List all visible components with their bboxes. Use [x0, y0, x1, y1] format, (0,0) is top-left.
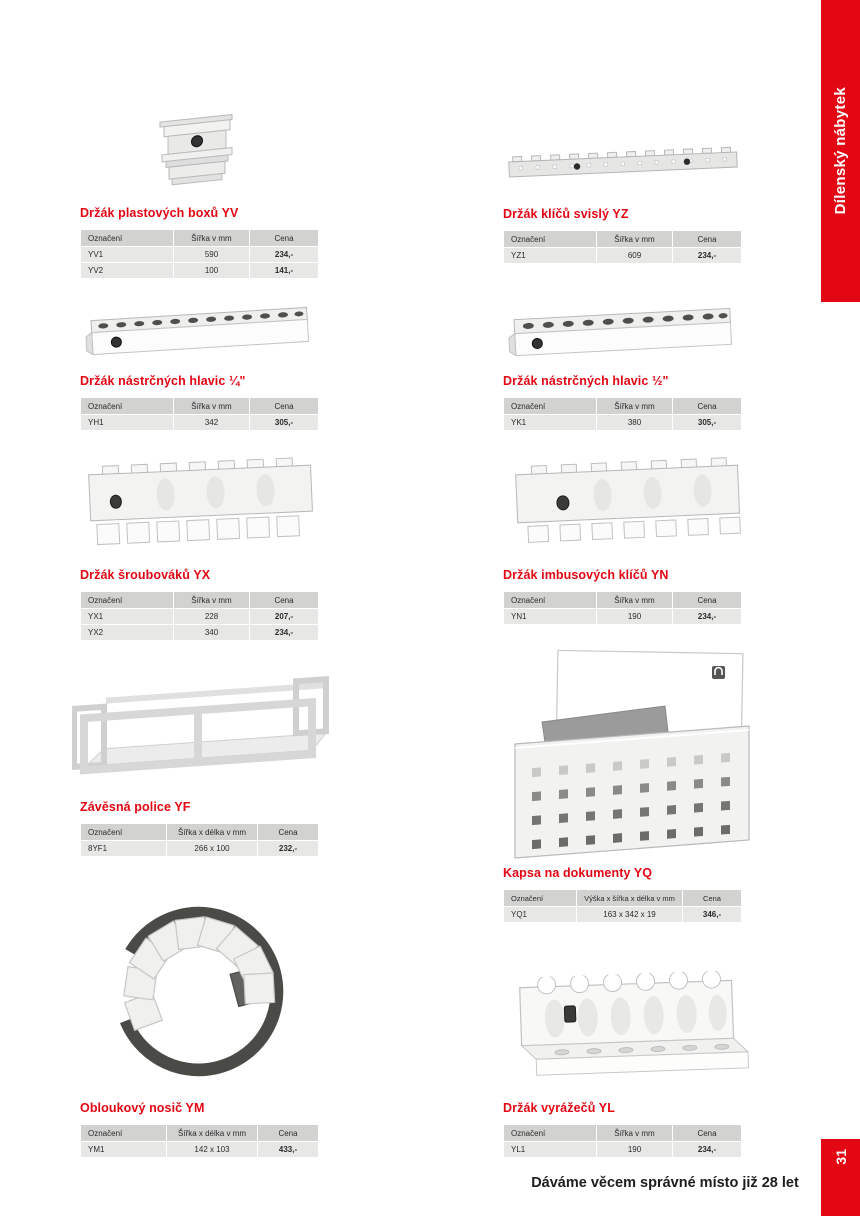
- col-header: Označení: [81, 230, 173, 246]
- col-header: Šířka v mm: [597, 231, 672, 247]
- cell-price: 234,-: [250, 625, 318, 640]
- cell-dim: 590: [174, 247, 249, 262]
- section-ym: [80, 880, 315, 1158]
- cell-code: YN1: [504, 609, 596, 624]
- col-header: Cena: [683, 890, 741, 906]
- cell-price: 141,-: [250, 263, 318, 278]
- product-table-yk: [503, 397, 742, 431]
- col-header: Šířka v mm: [174, 592, 249, 608]
- col-header: Cena: [673, 592, 741, 608]
- cell-price: 232,-: [258, 841, 318, 856]
- cell-price: 305,-: [250, 415, 318, 430]
- product-image-yq: [503, 640, 738, 866]
- product-image-yv: [80, 100, 315, 206]
- page-number: 31: [832, 1149, 849, 1165]
- cell-price: 234,-: [673, 248, 741, 263]
- product-table-yn: [503, 591, 742, 625]
- cell-code: 8YF1: [81, 841, 166, 856]
- section-yv: [80, 100, 315, 279]
- col-header: Označení: [81, 398, 173, 414]
- section-yq: [503, 640, 738, 923]
- product-title: Obloukový nosič YM: [80, 1101, 205, 1115]
- cell-dim: 100: [174, 263, 249, 278]
- product-table-yf: [80, 823, 319, 857]
- product-title: Držák nástrčných hlavic ¼": [80, 374, 246, 388]
- product-image-yz: [503, 120, 738, 207]
- cell-dim: 142 x 103: [167, 1142, 257, 1157]
- cell-code: YK1: [504, 415, 596, 430]
- product-image-yn: [503, 444, 738, 568]
- sidebar-category-label: Dílenský nábytek: [832, 87, 849, 215]
- cell-code: YQ1: [504, 907, 576, 922]
- sidebar-category-band: [821, 0, 860, 302]
- col-header: Cena: [673, 1125, 741, 1141]
- col-header: Cena: [258, 1125, 318, 1141]
- section-yf: [80, 655, 315, 857]
- document-pocket-illustration: [507, 644, 757, 862]
- product-title: Držák klíčů svislý YZ: [503, 207, 629, 221]
- section-yh: [80, 288, 315, 431]
- cell-code: YX1: [81, 609, 173, 624]
- screwdriver-holder-illustration: [76, 448, 326, 560]
- table-row: [504, 609, 741, 624]
- col-header: Označení: [504, 592, 596, 608]
- col-header: Označení: [81, 824, 166, 840]
- cell-price: 346,-: [683, 907, 741, 922]
- socket-holder-half-illustration: [503, 296, 743, 372]
- section-yk: [503, 288, 738, 431]
- col-header: Cena: [673, 398, 741, 414]
- product-table-yx: [80, 591, 319, 641]
- cell-dim: 190: [597, 1142, 672, 1157]
- product-title: Držák plastových boxů YV: [80, 206, 239, 220]
- cell-dim: 609: [597, 248, 672, 263]
- arc-carrier-illustration: [86, 888, 321, 1096]
- cell-code: YL1: [504, 1142, 596, 1157]
- col-header: Šířka v mm: [597, 398, 672, 414]
- product-table-yh: [80, 397, 319, 431]
- col-header: Výška x šířka x délka v mm: [577, 890, 682, 906]
- cell-price: 207,-: [250, 609, 318, 624]
- cell-price: 234,-: [673, 1142, 741, 1157]
- product-table-yl: [503, 1124, 742, 1158]
- section-yx: [80, 444, 315, 641]
- section-yz: [503, 120, 738, 264]
- table-row: [81, 609, 318, 624]
- product-title: Kapsa na dokumenty YQ: [503, 866, 653, 880]
- product-table-yz: [503, 230, 742, 264]
- col-header: Šířka x délka v mm: [167, 1125, 257, 1141]
- col-header: Označení: [504, 890, 576, 906]
- cell-price: 305,-: [673, 415, 741, 430]
- cell-code: YV2: [81, 263, 173, 278]
- col-header: Označení: [81, 1125, 166, 1141]
- hex-key-holder-illustration: [503, 448, 753, 560]
- cell-code: YH1: [81, 415, 173, 430]
- product-title: Držák imbusových klíčů YN: [503, 568, 669, 582]
- table-row: [504, 907, 741, 922]
- table-row: [504, 415, 741, 430]
- col-header: Cena: [258, 824, 318, 840]
- product-table-yq: [503, 889, 742, 923]
- footer-tagline: Dáváme věcem správné místo již 28 let: [531, 1175, 799, 1191]
- cell-dim: 340: [174, 625, 249, 640]
- product-title: Držák vyrážečů YL: [503, 1101, 615, 1115]
- col-header: Cena: [250, 230, 318, 246]
- product-title: Držák šroubováků YX: [80, 568, 211, 582]
- product-image-yk: [503, 288, 738, 374]
- cell-dim: 380: [597, 415, 672, 430]
- cell-dim: 266 x 100: [167, 841, 257, 856]
- key-rail-illustration: [503, 134, 743, 194]
- table-row: [81, 247, 318, 262]
- cell-code: YV1: [81, 247, 173, 262]
- col-header: Označení: [81, 592, 173, 608]
- section-yn: [503, 444, 738, 625]
- product-title: Závěsná police YF: [80, 800, 191, 814]
- product-title: Držák nástrčných hlavic ½": [503, 374, 669, 388]
- product-image-yl: [503, 940, 738, 1101]
- punch-holder-illustration: [503, 954, 753, 1096]
- cell-price: 433,-: [258, 1142, 318, 1157]
- col-header: Cena: [250, 592, 318, 608]
- col-header: Označení: [504, 398, 596, 414]
- col-header: Cena: [673, 231, 741, 247]
- cell-code: YM1: [81, 1142, 166, 1157]
- col-header: Označení: [504, 1125, 596, 1141]
- product-table-ym: [80, 1124, 319, 1158]
- table-row: [81, 841, 318, 856]
- table-row: [81, 415, 318, 430]
- col-header: Šířka v mm: [174, 230, 249, 246]
- cell-dim: 228: [174, 609, 249, 624]
- section-yl: [503, 940, 738, 1158]
- product-image-ym: [80, 880, 315, 1101]
- table-row: [81, 625, 318, 640]
- col-header: Šířka v mm: [597, 592, 672, 608]
- plastic-box-holder-illustration: [142, 106, 252, 201]
- cell-price: 234,-: [250, 247, 318, 262]
- product-image-yx: [80, 444, 315, 568]
- cell-code: YZ1: [504, 248, 596, 263]
- cell-dim: 190: [597, 609, 672, 624]
- product-image-yf: [80, 655, 315, 800]
- col-header: Cena: [250, 398, 318, 414]
- cell-price: 234,-: [673, 609, 741, 624]
- cell-dim: 342: [174, 415, 249, 430]
- cell-dim: 163 x 342 x 19: [577, 907, 682, 922]
- cell-code: YX2: [81, 625, 173, 640]
- hanging-shelf-illustration: [72, 659, 332, 794]
- col-header: Šířka x délka v mm: [167, 824, 257, 840]
- table-row: [81, 1142, 318, 1157]
- col-header: Šířka v mm: [597, 1125, 672, 1141]
- col-header: Označení: [504, 231, 596, 247]
- product-table-yv: [80, 229, 319, 279]
- table-row: [504, 248, 741, 263]
- socket-holder-quarter-illustration: [80, 294, 320, 370]
- table-row: [81, 263, 318, 278]
- product-image-yh: [80, 288, 315, 374]
- col-header: Šířka v mm: [174, 398, 249, 414]
- table-row: [504, 1142, 741, 1157]
